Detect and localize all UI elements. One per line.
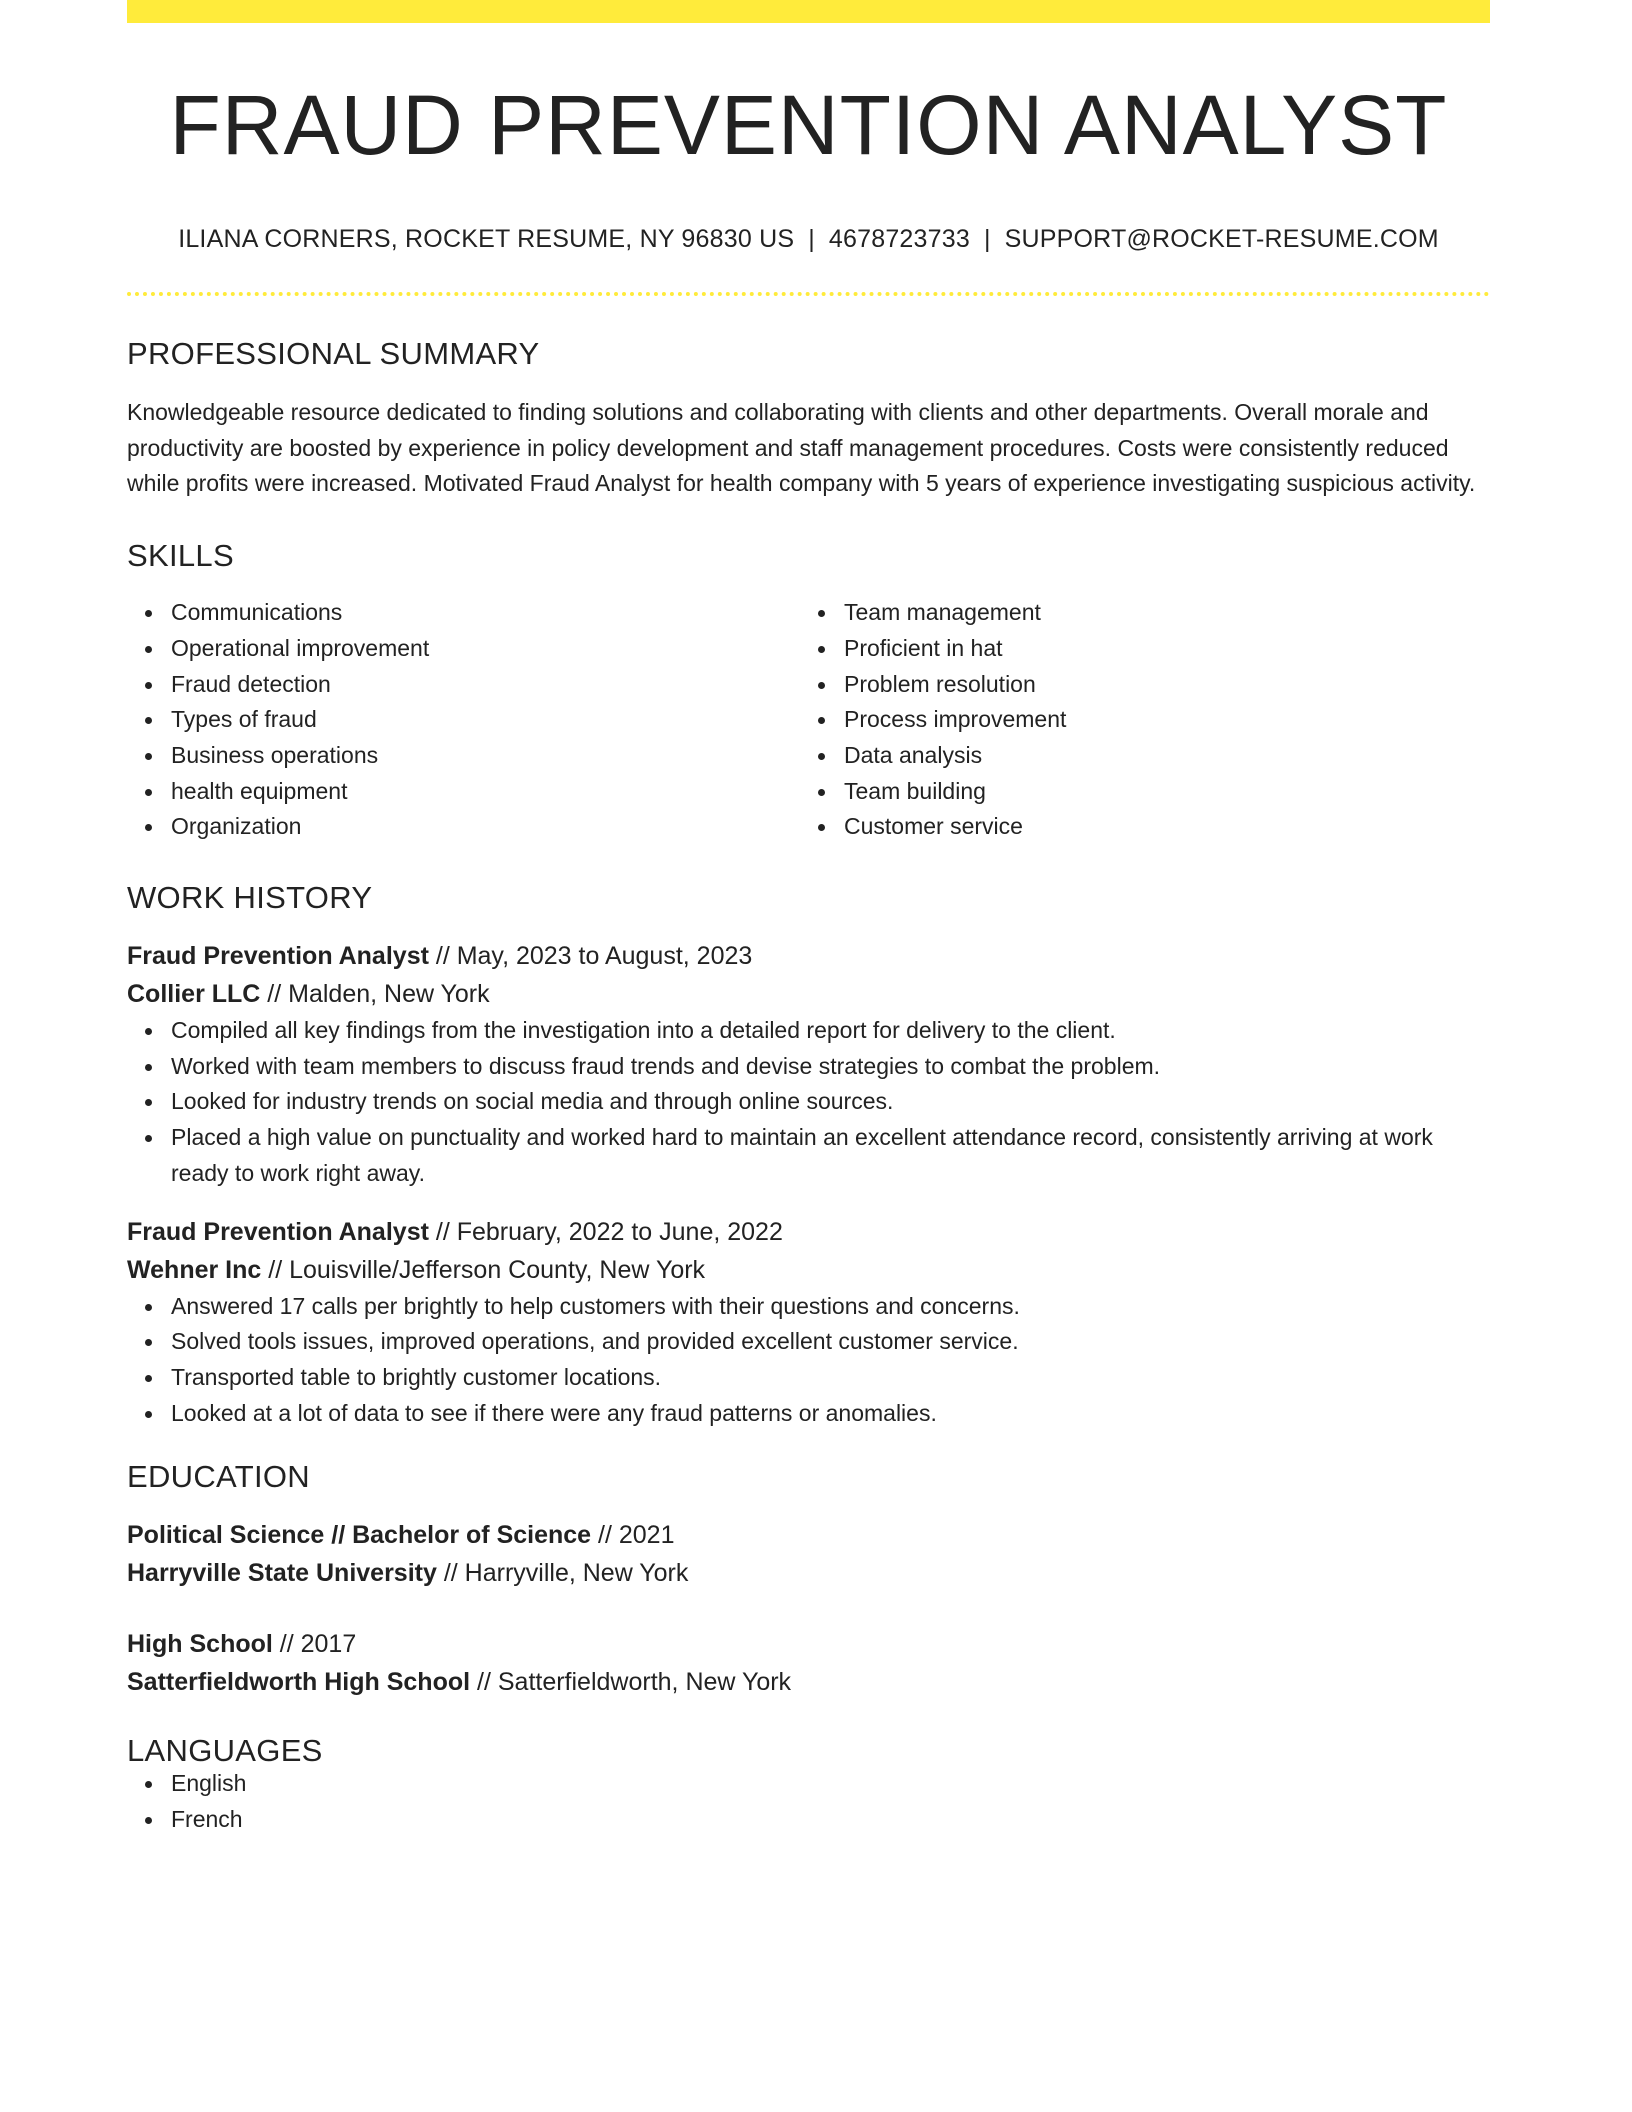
duty-item: Compiled all key findings from the investigation into a detailed report for delivery to the client. — [171, 1013, 1490, 1049]
job-company-line — [127, 975, 1490, 1013]
skill-item: Business operations — [171, 738, 800, 774]
contact-line — [127, 227, 1490, 252]
skill-item: Data analysis — [844, 738, 1473, 774]
job-dates: // May, 2023 to August, 2023 — [428, 942, 753, 971]
top-accent-bar — [127, 0, 1490, 23]
job-entry — [127, 1213, 1490, 1432]
contact-phone: 4678723733 — [828, 225, 970, 253]
duty-item: Answered 17 calls per brightly to help customers with their questions and concerns. — [171, 1289, 1490, 1325]
skill-item: Proficient in hat — [844, 631, 1473, 667]
skill-item: Customer service — [844, 809, 1473, 845]
skill-item: Process improvement — [844, 702, 1473, 738]
job-location: // Malden, New York — [260, 980, 490, 1009]
resume-title: FRAUD PREVENTION ANALYST — [169, 78, 1448, 172]
school-location: // Harryville, New York — [436, 1559, 689, 1588]
header-divider — [127, 292, 1490, 296]
education-entry — [127, 1516, 1490, 1592]
duty-item: Looked for industry trends on social media and through online sources. — [171, 1084, 1490, 1120]
contact-separator: | — [983, 225, 991, 253]
job-entry — [127, 937, 1490, 1192]
skills-heading: SKILLS — [127, 538, 234, 574]
duty-item: Looked at a lot of data to see if there were any fraud patterns or anomalies. — [171, 1396, 1490, 1432]
job-company-line — [127, 1251, 1490, 1289]
degree-line — [127, 1516, 1490, 1554]
graduation-year: // 2021 — [591, 1521, 675, 1550]
graduation-year: // 2017 — [272, 1630, 357, 1659]
school-location: // Satterfieldworth, New York — [470, 1668, 792, 1697]
job-title-line — [127, 1213, 1490, 1251]
resume-page — [127, 0, 1490, 1838]
school-line — [127, 1663, 1490, 1701]
job-duties — [127, 1289, 1490, 1432]
job-company: Collier LLC — [127, 980, 261, 1009]
skill-item: Team management — [844, 595, 1473, 631]
summary-text: Knowledgeable resource dedicated to finding solutions and collaborating with clients and other departments. Overall morale and productivity are boosted by experience in policy development and staff management procedures. Costs were consistently reduced while profits were increased. Motivated Fraud Analyst for health company with 5 years of experience investigating suspicious activity. — [127, 399, 1476, 497]
school-name: Harryville State University — [127, 1559, 437, 1588]
skills-column-left — [127, 595, 800, 845]
duty-item: Worked with team members to discuss fraud trends and devise strategies to combat the problem. — [171, 1049, 1490, 1085]
languages-heading: LANGUAGES — [127, 1733, 323, 1769]
contact-separator: | — [808, 225, 815, 253]
education-heading: EDUCATION — [127, 1459, 310, 1495]
job-title: Fraud Prevention Analyst — [127, 1217, 429, 1246]
duty-item: Placed a high value on punctuality and worked hard to maintain an excellent attendance record, consistently arriving at work ready to work right away. — [171, 1120, 1490, 1191]
job-company: Wehner Inc — [127, 1255, 262, 1284]
duty-item: Transported table to brightly customer locations. — [171, 1360, 1490, 1396]
summary-heading: PROFESSIONAL SUMMARY — [127, 336, 540, 371]
work-history-heading: WORK HISTORY — [127, 880, 373, 916]
skill-item: Fraud detection — [171, 667, 800, 703]
job-title-line — [127, 937, 1490, 975]
skill-item: health equipment — [171, 774, 800, 810]
job-title: Fraud Prevention Analyst — [127, 942, 429, 971]
language-item: English — [171, 1766, 1490, 1802]
duty-item: Solved tools issues, improved operations, and provided excellent customer service. — [171, 1324, 1490, 1360]
languages-list — [127, 1766, 1490, 1837]
skill-item: Team building — [844, 774, 1473, 810]
skill-item: Communications — [171, 595, 800, 631]
school-name: Satterfieldworth High School — [127, 1668, 471, 1697]
skills-column-right — [800, 595, 1473, 845]
contact-email: SUPPORT@ROCKET-RESUME.COM — [1004, 225, 1439, 253]
skill-item: Operational improvement — [171, 631, 800, 667]
school-line — [127, 1554, 1490, 1592]
job-dates: // February, 2022 to June, 2022 — [428, 1217, 783, 1246]
skill-item: Problem resolution — [844, 667, 1473, 703]
degree: High School — [127, 1630, 273, 1659]
education-entry — [127, 1625, 1490, 1701]
degree-line — [127, 1625, 1490, 1663]
job-duties — [127, 1013, 1490, 1192]
skill-item: Organization — [171, 809, 800, 845]
skills-list — [127, 595, 1490, 845]
contact-address: ILIANA CORNERS, ROCKET RESUME, NY 96830 US — [178, 225, 795, 253]
job-location: // Louisville/Jefferson County, New York — [261, 1255, 706, 1284]
language-item: French — [171, 1802, 1490, 1838]
degree: Political Science // Bachelor of Science — [127, 1521, 592, 1550]
skill-item: Types of fraud — [171, 702, 800, 738]
